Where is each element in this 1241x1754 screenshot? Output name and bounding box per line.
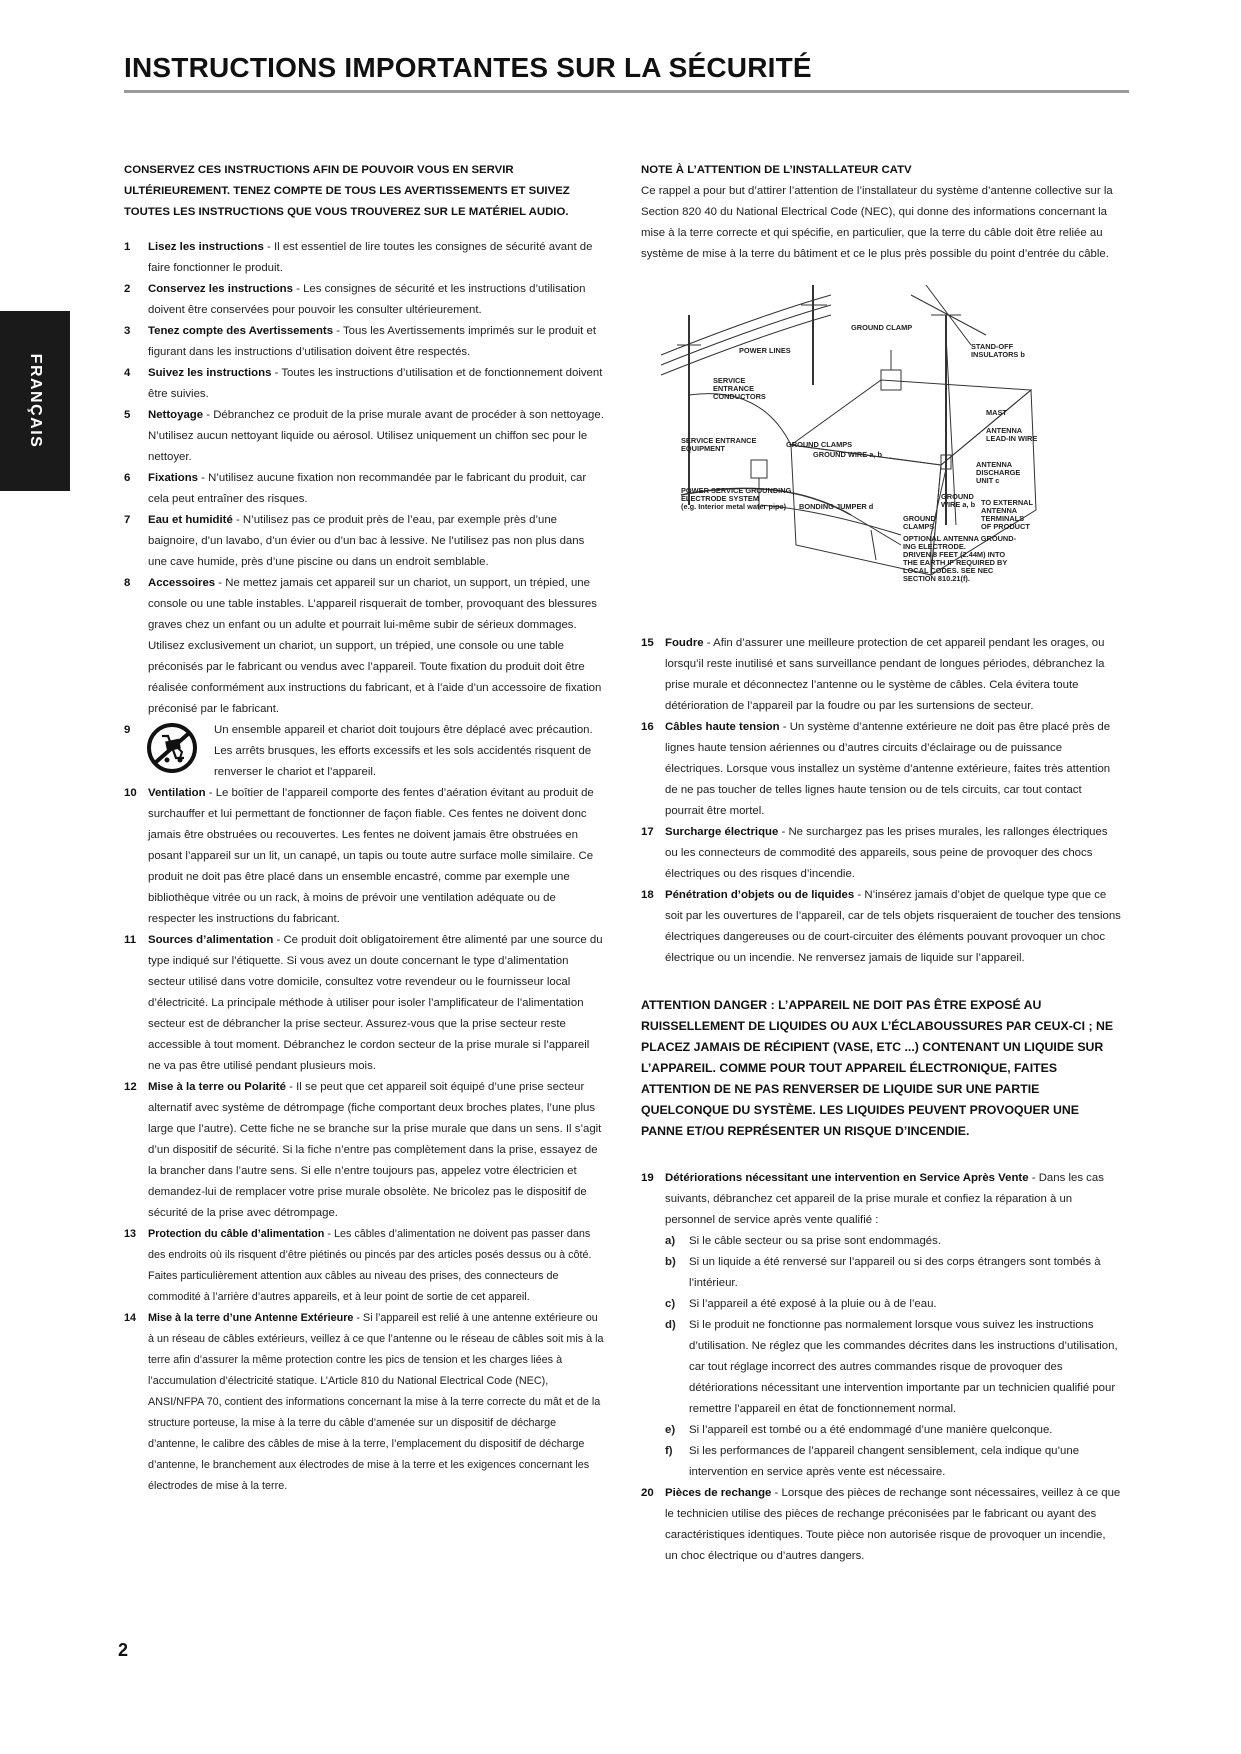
item-text: - Un système d’antenne extérieure ne doit pas être placé près de lignes haute tension aériennes ou d’autres circuits d’éclairage ou de puissance électriques. Lorsque vous installez un système d’antenne extérieure, faites très attention de ne pas toucher de telles lignes haute tension ou de tels circuits, car tout contact pourrait être mortel. xyxy=(665,721,1111,817)
safety-item-13 xyxy=(124,1224,604,1308)
catv-note-text: Ce rappel a pour but d’attirer l’attention de l’installateur du système d’antenne collective sur la Section 820 40 du National Electrical Code (NEC), qui donne des informations concernant la mise à la terre correcte et qui spécifie, en particulier, que la terre du câble doit être reliée au système de mise à la terre du bâtiment et ce le plus près possible du point d’entrée du câble. xyxy=(641,185,1113,260)
safety-item-11 xyxy=(124,930,604,1077)
item-text: - N’insérez jamais d’objet de quelque type que ce soit par les ouvertures de l’appareil, car de tels objets risqueraient de toucher des tensions électriques dangereuses ou de court-circuiter des éléments pouvant provoquer un choc électrique ou un incendie. Ne renversez jamais de liquide sur l’appareil. xyxy=(665,889,1121,964)
label-ground-clamps: GROUND CLAMPS xyxy=(786,440,853,449)
label-psg-1: POWER SERVICE GROUNDING xyxy=(681,486,792,495)
item-text: - Il est essentiel de lire toutes les consignes de sécurité avant de faire fonctionner le produit. xyxy=(148,241,593,274)
item-number: 16 xyxy=(641,721,654,733)
item-title: Pièces de rechange xyxy=(665,1487,772,1499)
item-title: Ventilation xyxy=(148,787,206,799)
label-optional-4: THE EARTH IF REQUIRED BY xyxy=(903,558,1008,567)
item-text: - Ne surchargez pas les prises murales, les rallonges électriques ou les connecteurs de commodité des appareils, sous peine de provoquer des chocs électriques ou des risques d’incendie. xyxy=(665,826,1108,880)
item-title: Tenez compte des Avertissements xyxy=(148,325,334,337)
label-ground-clamps-2b: CLAMPS xyxy=(903,522,935,531)
label-ground-clamp: GROUND CLAMP xyxy=(851,323,913,332)
item-text: - Débranchez ce produit de la prise murale avant de procéder à son nettoyage. N’utilisez aucun nettoyant liquide ou aérosol. Utilisez uniquement un chiffon sec pour le nettoyer. xyxy=(148,409,604,463)
subitem-text: Si le produit ne fonctionne pas normalement lorsque vous suivez les instructions d’utilisation. Ne réglez que les commandes décrites dans les instructions d’utilisation, car tout réglage incorrect des autres commandes risque de provoquer des détériorations nécessitant une intervention importante par un technicien qualifié pour remettre l’appareil en état de fonctionnement normal. xyxy=(689,1319,1118,1415)
safety-item-14 xyxy=(124,1308,604,1497)
cart-warning-icon xyxy=(146,722,198,774)
safety-item-16 xyxy=(641,717,1121,822)
label-service-1: SERVICE xyxy=(713,376,746,385)
item-number: 1 xyxy=(124,241,131,253)
keep-instructions-intro: CONSERVEZ CES INSTRUCTIONS AFIN DE POUVOIR VOUS EN SERVIR ULTÉRIEUREMENT. TENEZ COMPTE DE TOUS LES AVERTISSEMENTS ET SUIVEZ TOUTES LES INSTRUCTIONS QUE VOUS TROUVEREZ SUR LE MATÉRIEL AUDIO. xyxy=(124,164,570,218)
item-title: Fixations xyxy=(148,472,199,484)
item-number: 13 xyxy=(124,1228,137,1240)
item-text: - Toutes les instructions d’utilisation et de fonctionnement doivent être suivies. xyxy=(148,367,603,400)
item-number: 12 xyxy=(124,1081,137,1093)
subitem-letter: c) xyxy=(665,1298,676,1310)
label-antenna-1: ANTENNA xyxy=(986,426,1023,435)
label-ground-wire-2b: WIRE a, b xyxy=(941,500,976,509)
item-title: Suivez les instructions xyxy=(148,367,272,379)
item-number: 7 xyxy=(124,514,131,526)
item-number: 15 xyxy=(641,637,654,649)
item-number: 8 xyxy=(124,577,131,589)
safety-item-8 xyxy=(124,573,604,720)
label-discharge-3: UNIT c xyxy=(976,476,1000,485)
item-title: Pénétration d’objets ou de liquides xyxy=(665,889,855,901)
subitem-text: Si le câble secteur ou sa prise sont endommagés. xyxy=(689,1235,941,1247)
subitem-letter: d) xyxy=(665,1319,676,1331)
label-service-3: CONDUCTORS xyxy=(713,392,766,401)
safety-item-4 xyxy=(124,363,604,405)
safety-item-10 xyxy=(124,783,604,930)
page-number: 2 xyxy=(118,1640,129,1660)
item-title: Câbles haute tension xyxy=(665,721,780,733)
item-title: Eau et humidité xyxy=(148,514,233,526)
subitem-c xyxy=(641,1294,1121,1315)
item-text: - Afin d’assurer une meilleure protection de cet appareil pendant les orages, ou lorsqu’il reste inutilisé et sans surveillance pendant de longues périodes, débranchez la prise murale et déconnectez l’antenne ou le système de câbles. Cela évitera toute détérioration de l’appareil par la foudre ou par les surtensions de secteur. xyxy=(665,637,1105,712)
item-number: 18 xyxy=(641,889,654,901)
item-text: - Ce produit doit obligatoirement être alimenté par une source du type indiqué sur l’étiquette. Si vous avez un doute concernant le type d’alimentation secteur utilisé dans votre domicile, consultez votre revendeur ou le fournisseur local d’électricité. La principale méthode à utiliser pour isoler l’amplificateur de l’alimentation secteur est de débrancher la prise secteur. Assurez-vous que la prise secteur reste accessible à tout moment. Débranchez le cordon secteur de la prise murale si l’appareil ne va pas être utilisé pendant plusieurs mois. xyxy=(148,934,603,1072)
left-column xyxy=(124,160,604,1497)
subitem-text: Si l’appareil est tombé ou a été endommagé d’une manière quelconque. xyxy=(689,1424,1053,1436)
item-text: Un ensemble appareil et chariot doit toujours être déplacé avec précaution. Les arrêts brusques, les efforts excessifs et les sols accidentés risquent de renverser le chariot et l’appareil. xyxy=(214,724,593,778)
subitem-f xyxy=(641,1441,1121,1483)
item-number: 5 xyxy=(124,409,131,421)
label-ground-clamps-2a: GROUND xyxy=(903,514,936,523)
subitem-letter: f) xyxy=(665,1445,673,1457)
page-title: INSTRUCTIONS IMPORTANTES SUR LA SÉCURITÉ xyxy=(124,52,812,83)
safety-item-3 xyxy=(124,321,604,363)
label-service-equipment-1: SERVICE ENTRANCE xyxy=(681,436,757,445)
liquid-danger-warning: ATTENTION DANGER : L’APPAREIL NE DOIT PAS ÊTRE EXPOSÉ AU RUISSELLEMENT DE LIQUIDES OU AUX L’ÉCLABOUSSURES PAR CEUX-CI ; NE PLACEZ JAMAIS DE RÉCIPIENT (VASE, ETC ...) CONTENANT UN LIQUIDE SUR L’APPAREIL. COMME POUR TOUT APPAREIL ÉLECTRONIQUE, FAITES ATTENTION DE NE PAS RENVERSER DE LIQUIDE SUR UNE PARTIE QUELCONQUE DU SYSTÈME. LES LIQUIDES PEUVENT PROVOQUER UNE PANNE ET/OU REPRÉSENTER UN RISQUE D’INCENDIE. xyxy=(641,998,1114,1138)
item-text: - Ne mettez jamais cet appareil sur un chariot, un support, un trépied, une console ou une table instables. L’appareil risquerait de tomber, provoquant des blessures graves chez un enfant ou un adulte et pourrait lui-même subir de sérieux dommages. Utilisez exclusivement un chariot, un support, un trépied, une console ou une table préconisés par le fabricant ou vendus avec l’appareil. Toute fixation du produit doit être réalisée conformément aux instructions du fabricant, et à l’aide d’un accessoire de fixation préconisé par le fabricant. xyxy=(148,577,602,715)
item-number: 9 xyxy=(124,724,131,736)
label-psg-3: (e.g. Interior metal water pipe) xyxy=(681,502,787,511)
language-tab-label: FRANÇAIS xyxy=(27,353,44,449)
subitem-letter: e) xyxy=(665,1424,676,1436)
item-number: 3 xyxy=(124,325,131,337)
language-tab xyxy=(0,311,70,491)
safety-item-20 xyxy=(641,1483,1121,1567)
item-text: - Si l’appareil est relié à une antenne extérieure ou à un réseau de câbles extérieurs, veillez à ce que l’antenne ou le réseau de câbles soit mis à la terre afin d’assurer la même protection contre les pics de tension et les charges liées à l’accumulation d’électricité statique. L’Article 810 du National Electrical Code (NEC), ANSI/NFPA 70, contient des informations concernant la mise à la terre correcte du mât et de la structure porteuse, la mise à la terre du câble d’amenée sur un dispositif de décharge d’antenne, le calibre des câbles de mise à la terre, l’emplacement du dispositif de décharge d’antenne, le branchement aux électrodes de mise à la terre et les exigences concernant les électrodes de mise à la terre. xyxy=(148,1312,604,1492)
diagram-linework xyxy=(661,285,1036,575)
label-to-external-1: TO EXTERNAL xyxy=(981,498,1034,507)
item-title: Mise à la terre d’une Antenne Extérieure xyxy=(148,1312,354,1324)
label-service-2: ENTRANCE xyxy=(713,384,755,393)
item-text: - Lorsque des pièces de rechange sont nécessaires, veillez à ce que le technicien utilise des pièces de rechange préconisées par le fabricant ou ayant des caractéristiques identiques. Toute pièce non autorisée risque de provoquer un incendie, un choc électrique ou d’autres dangers. xyxy=(665,1487,1121,1562)
label-to-external-4: OF PRODUCT xyxy=(981,522,1030,531)
subitem-text: Si un liquide a été renversé sur l’appareil ou si des corps étrangers sont tombés à l’intérieur. xyxy=(689,1256,1101,1289)
item-number: 17 xyxy=(641,826,654,838)
label-to-external-3: TERMINALS xyxy=(981,514,1025,523)
subitem-letter: b) xyxy=(665,1256,676,1268)
label-optional-3: DRIVEN 8 FEET (2.44M) INTO xyxy=(903,550,1006,559)
label-ground-wire: GROUND WIRE a, b xyxy=(813,450,882,459)
label-to-external-2: ANTENNA xyxy=(981,506,1018,515)
item-text: - Les consignes de sécurité et les instructions d’utilisation doivent être conservées pour pouvoir les consulter ultérieurement. xyxy=(148,283,586,316)
safety-item-2 xyxy=(124,279,604,321)
subitem-text: Si l’appareil a été exposé à la pluie ou à de l’eau. xyxy=(689,1298,937,1310)
subitem-e xyxy=(641,1420,1121,1441)
item-number: 6 xyxy=(124,472,131,484)
label-psg-2: ELECTRODE SYSTEM xyxy=(681,494,760,503)
item-text: - Tous les Avertissements imprimés sur le produit et figurant dans les instructions d’utilisation doivent être respectés. xyxy=(148,325,596,358)
item-title: Détériorations nécessitant une intervention en Service Après Vente xyxy=(665,1172,1029,1184)
safety-item-18 xyxy=(641,885,1121,969)
right-column xyxy=(641,160,1121,1567)
item-text: - N’utilisez pas ce produit près de l’eau, par exemple près d’une baignoire, d’un lavabo, d’un évier ou d’un bac à lessive. Ne l’utilisez pas non plus dans une cave humide, près d’une piscine ou dans un endroit semblable. xyxy=(148,514,585,568)
item-title: Foudre xyxy=(665,637,704,649)
title-rule xyxy=(124,90,1129,93)
item-title: Conservez les instructions xyxy=(148,283,293,295)
item-title: Surcharge électrique xyxy=(665,826,779,838)
item-text: - Les câbles d’alimentation ne doivent pas passer dans des endroits où ils risquent d’être piétinés ou pincés par des articles posés dessus ou à côté. Faites particulièrement attention aux câbles au niveau des prises, des connecteurs de commodité à l’arrière d’autres appareils, et à leur point de sortie de cet appareil. xyxy=(148,1228,592,1303)
subitem-a xyxy=(641,1231,1121,1252)
item-title: Mise à la terre ou Polarité xyxy=(148,1081,287,1093)
item-number: 4 xyxy=(124,367,131,379)
item-number: 20 xyxy=(641,1487,654,1499)
label-optional-5: LOCAL CODES. SEE NEC xyxy=(903,566,994,575)
diagram-labels xyxy=(681,323,1037,583)
safety-item-15 xyxy=(641,633,1121,717)
subitem-letter: a) xyxy=(665,1235,676,1247)
catv-note-title: NOTE À L’ATTENTION DE L’INSTALLATEUR CATV xyxy=(641,164,912,176)
item-title: Accessoires xyxy=(148,577,216,589)
label-ground-wire-2a: GROUND xyxy=(941,492,974,501)
item-title: Sources d’alimentation xyxy=(148,934,274,946)
subitem-d xyxy=(641,1315,1121,1420)
item-title: Protection du câble d’alimentation xyxy=(148,1228,325,1240)
antenna-grounding-diagram xyxy=(641,275,1121,615)
subitem-text: Si les performances de l’appareil changent sensiblement, cela indique qu’une intervention en service après vente est nécessaire. xyxy=(689,1445,1080,1478)
item-number: 10 xyxy=(124,787,137,799)
safety-item-9 xyxy=(124,720,604,783)
label-optional-2: ING ELECTRODE. xyxy=(903,542,966,551)
label-antenna-2: LEAD-IN WIRE xyxy=(986,434,1038,443)
label-insulators: INSULATORS b xyxy=(971,350,1025,359)
label-discharge-2: DISCHARGE xyxy=(976,468,1021,477)
item-title: Lisez les instructions xyxy=(148,241,264,253)
item-text: - Le boîtier de l’appareil comporte des fentes d’aération évitant au produit de surchauffer et lui permettant de fonctionner de façon fiable. Ces fentes ne doivent donc jamais être obstruées ou recouvertes. Les fentes ne doivent jamais être obstruées en posant l’appareil sur un lit, un canapé, un tapis ou toute autre surface molle similaire. Ce produit ne doit pas être placé dans un ensemble encastré, comme par exemple une bibliothèque vitrée ou un rack, à moins de prévoir une ventilation adéquate ou de respecter les instructions du fabricant. xyxy=(148,787,594,925)
label-power-lines: POWER LINES xyxy=(739,346,791,355)
safety-item-17 xyxy=(641,822,1121,885)
item-text: - Dans les cas suivants, débranchez cet appareil de la prise murale et confiez la réparation à un personnel de service après vente qualifié : xyxy=(665,1172,1104,1226)
label-discharge-1: ANTENNA xyxy=(976,460,1013,469)
item-number: 11 xyxy=(124,934,137,946)
label-mast: MAST xyxy=(986,408,1007,417)
safety-item-19 xyxy=(641,1168,1121,1231)
safety-item-5 xyxy=(124,405,604,468)
label-standoff: STAND-OFF xyxy=(971,342,1014,351)
safety-item-1 xyxy=(124,237,604,279)
safety-item-7 xyxy=(124,510,604,573)
label-optional-1: OPTIONAL ANTENNA GROUND- xyxy=(903,534,1017,543)
item-number: 2 xyxy=(124,283,131,295)
item-text: - N’utilisez aucune fixation non recommandée par le fabricant du produit, car cela peut entraîner des risques. xyxy=(148,472,587,505)
item-number: 19 xyxy=(641,1172,654,1184)
item-number: 14 xyxy=(124,1312,137,1324)
subitem-b xyxy=(641,1252,1121,1294)
label-optional-6: SECTION 810.21(f). xyxy=(903,574,970,583)
item-text: - Il se peut que cet appareil soit équipé d’une prise secteur alternatif avec système de détrompage (fiche comportant deux broches plates, l’une plus large que l’autre). Cette fiche ne se branche sur la prise murale que dans un sens. Il s’agit d’un dispositif de sécurité. Si la fiche n’entre pas complètement dans la prise, essayez de la brancher dans l’autre sens. Si elle n’entre toujours pas, appelez votre électricien et demandez-lui de remplacer votre prise murale obsolète. Ne bricolez pas le dispositif de sécurité de la prise avec détrompage. xyxy=(148,1081,602,1219)
safety-item-12 xyxy=(124,1077,604,1224)
label-bonding-jumper: BONDING JUMPER d xyxy=(799,502,874,511)
label-service-equipment-2: EQUIPMENT xyxy=(681,444,725,453)
item-title: Nettoyage xyxy=(148,409,204,421)
safety-item-6 xyxy=(124,468,604,510)
